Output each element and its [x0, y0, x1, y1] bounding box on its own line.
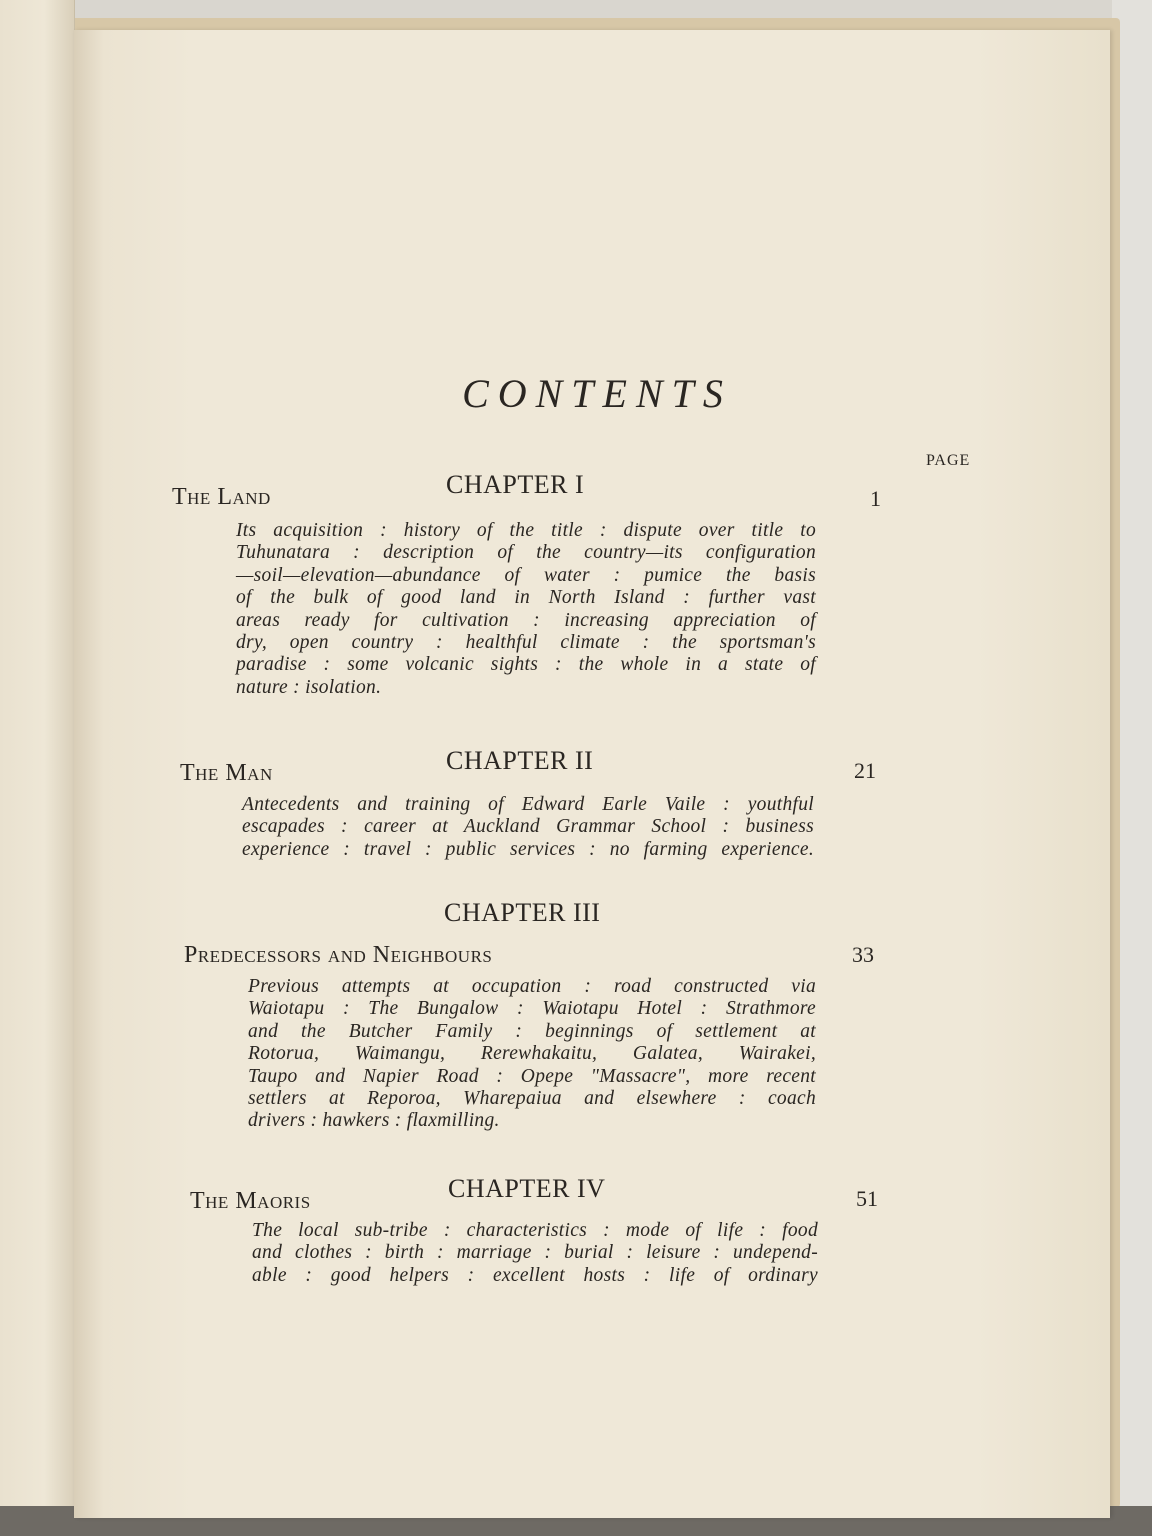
summary-line: Waiotapu : The Bungalow : Waiotapu Hotel : Strathmore: [248, 998, 816, 1020]
summary-line: paradise : some volcanic sights : the whole in a state of: [236, 654, 816, 676]
page-heading: CONTENTS: [462, 371, 732, 416]
chapter-summary: [242, 794, 814, 861]
page-number: 51: [856, 1186, 878, 1211]
page-number: 21: [854, 758, 876, 783]
summary-line: of the bulk of good land in North Island : further vast: [236, 587, 816, 609]
summary-line: escapades : career at Auckland Grammar School : business: [242, 816, 814, 838]
contents-page: [74, 30, 1110, 1518]
summary-line: nature : isolation.: [236, 676, 382, 698]
summary-line: dry, open country : healthful climate : the sportsman's: [236, 632, 816, 654]
summary-line: settlers at Reporoa, Wharepaiua and elsewhere : coach: [248, 1088, 816, 1110]
chapter-title: The Maoris: [190, 1188, 311, 1214]
chapter-summary: [252, 1220, 818, 1287]
page-number: 33: [852, 942, 874, 967]
chapter-summary: [248, 976, 816, 1133]
page-number: 1: [870, 486, 881, 511]
summary-line: drivers : hawkers : flaxmilling.: [248, 1110, 500, 1132]
summary-line: Rotorua, Waimangu, Rerewhakaitu, Galatea, Wairakei,: [248, 1043, 816, 1065]
chapter-heading: CHAPTER IV: [448, 1174, 606, 1203]
summary-line: experience : travel : public services : no farming experience.: [242, 838, 814, 860]
summary-line: Taupo and Napier Road : Opepe "Massacre", more recent: [248, 1065, 816, 1087]
chapter-summary: [236, 520, 816, 699]
summary-line: and clothes : birth : marriage : burial : leisure : undepend-: [252, 1242, 818, 1264]
chapter-title: The Land: [172, 484, 271, 510]
left-page-edge: [0, 0, 75, 1520]
summary-line: Its acquisition : history of the title : dispute over title to: [236, 520, 816, 541]
chapter-heading: CHAPTER III: [444, 898, 601, 927]
chapter-heading: CHAPTER II: [446, 746, 594, 775]
summary-line: Previous attempts at occupation : road constructed via: [248, 976, 816, 997]
page-column-label: PAGE: [926, 452, 971, 469]
summary-line: The local sub-tribe : characteristics : mode of life : food: [252, 1220, 818, 1241]
summary-line: —soil—elevation—abundance of water : pumice the basis: [236, 564, 816, 586]
summary-line: Tuhunatara : description of the country—its configuration: [236, 542, 816, 564]
summary-line: Antecedents and training of Edward Earle Vaile : youthful: [242, 794, 814, 815]
summary-line: areas ready for cultivation : increasing appreciation of: [236, 609, 816, 631]
chapter-heading: CHAPTER I: [446, 470, 585, 499]
chapter-title: Predecessors and Neighbours: [184, 942, 493, 968]
summary-line: and the Butcher Family : beginnings of settlement at: [248, 1020, 816, 1042]
summary-line: able : good helpers : excellent hosts : life of ordinary: [252, 1264, 818, 1286]
chapter-title: The Man: [180, 760, 273, 786]
